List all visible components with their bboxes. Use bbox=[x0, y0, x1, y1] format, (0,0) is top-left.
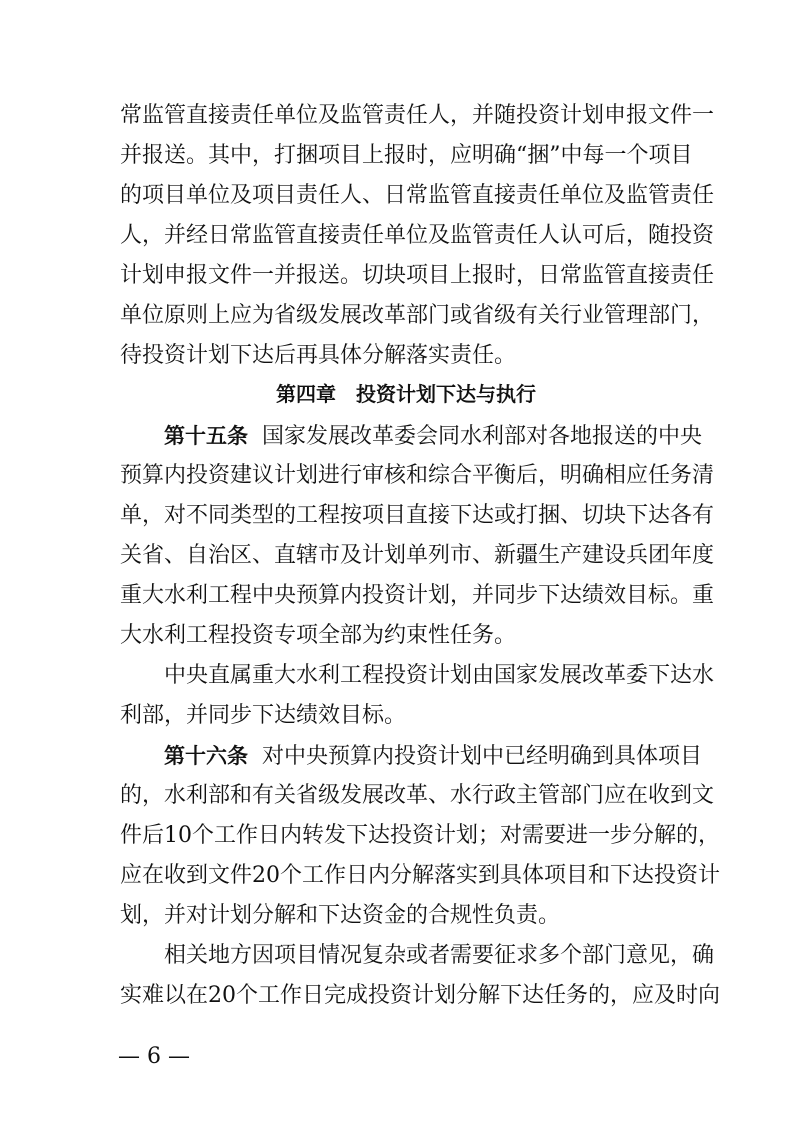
text-line: 应在收到文件20个工作日内分解落实到具体项目和下达投资计 bbox=[120, 863, 720, 888]
text-line: 件后10个工作日内转发下达投资计划；对需要进一步分解的， bbox=[120, 823, 720, 848]
text-line: 单，对不同类型的工程按项目直接下达或打捆、切块下达各有 bbox=[120, 503, 715, 528]
text-line: 预算内投资建议计划进行审核和综合平衡后，明确相应任务清 bbox=[120, 463, 715, 488]
article-first-line bbox=[164, 736, 703, 776]
text-line: 划，并对计划分解和下达资金的合规性负责。 bbox=[120, 903, 561, 928]
text-line: 人，并经日常监管直接责任单位及监管责任人认可后，随投资 bbox=[120, 223, 715, 248]
paragraph-first-line: 相关地方因项目情况复杂或者需要征求多个部门意见，确 bbox=[164, 943, 715, 968]
article-label: 第十五条 bbox=[164, 424, 248, 448]
article-text: 对中央预算内投资计划中已经明确到具体项目 bbox=[262, 744, 703, 769]
text-line: 计划申报文件一并报送。切块项目上报时，日常监管直接责任 bbox=[120, 263, 715, 288]
text-line: 并报送。其中，打捆项目上报时，应明确“捆”中每一个项目 bbox=[120, 143, 693, 168]
text-line: 的项目单位及项目责任人、日常监管直接责任单位及监管责任 bbox=[120, 183, 715, 208]
article-first-line bbox=[164, 416, 703, 456]
text-line: 关省、自治区、直辖市及计划单列市、新疆生产建设兵团年度 bbox=[120, 543, 715, 568]
chapter-title: 第四章 投资计划下达与执行 bbox=[276, 382, 536, 406]
article-text: 国家发展改革委会同水利部对各地报送的中央 bbox=[262, 424, 703, 449]
text-line: 实难以在20个工作日完成投资计划分解下达任务的，应及时向 bbox=[120, 983, 720, 1008]
article-label: 第十六条 bbox=[164, 744, 248, 768]
text-line: 重大水利工程中央预算内投资计划，并同步下达绩效目标。重 bbox=[120, 583, 715, 608]
text-line: 的，水利部和有关省级发展改革、水行政主管部门应在收到文 bbox=[120, 783, 715, 808]
text-line: 待投资计划下达后再具体分解落实责任。 bbox=[120, 343, 517, 368]
paragraph-first-line: 中央直属重大水利工程投资计划由国家发展改革委下达水 bbox=[164, 663, 715, 688]
page-number: — 6 — bbox=[118, 1044, 190, 1069]
text-line: 常监管直接责任单位及监管责任人，并随投资计划申报文件一 bbox=[120, 103, 715, 128]
text-line: 利部，并同步下达绩效目标。 bbox=[120, 703, 407, 728]
text-line: 单位原则上应为省级发展改革部门或省级有关行业管理部门， bbox=[120, 303, 715, 328]
text-line: 大水利工程投资专项全部为约束性任务。 bbox=[120, 623, 517, 648]
